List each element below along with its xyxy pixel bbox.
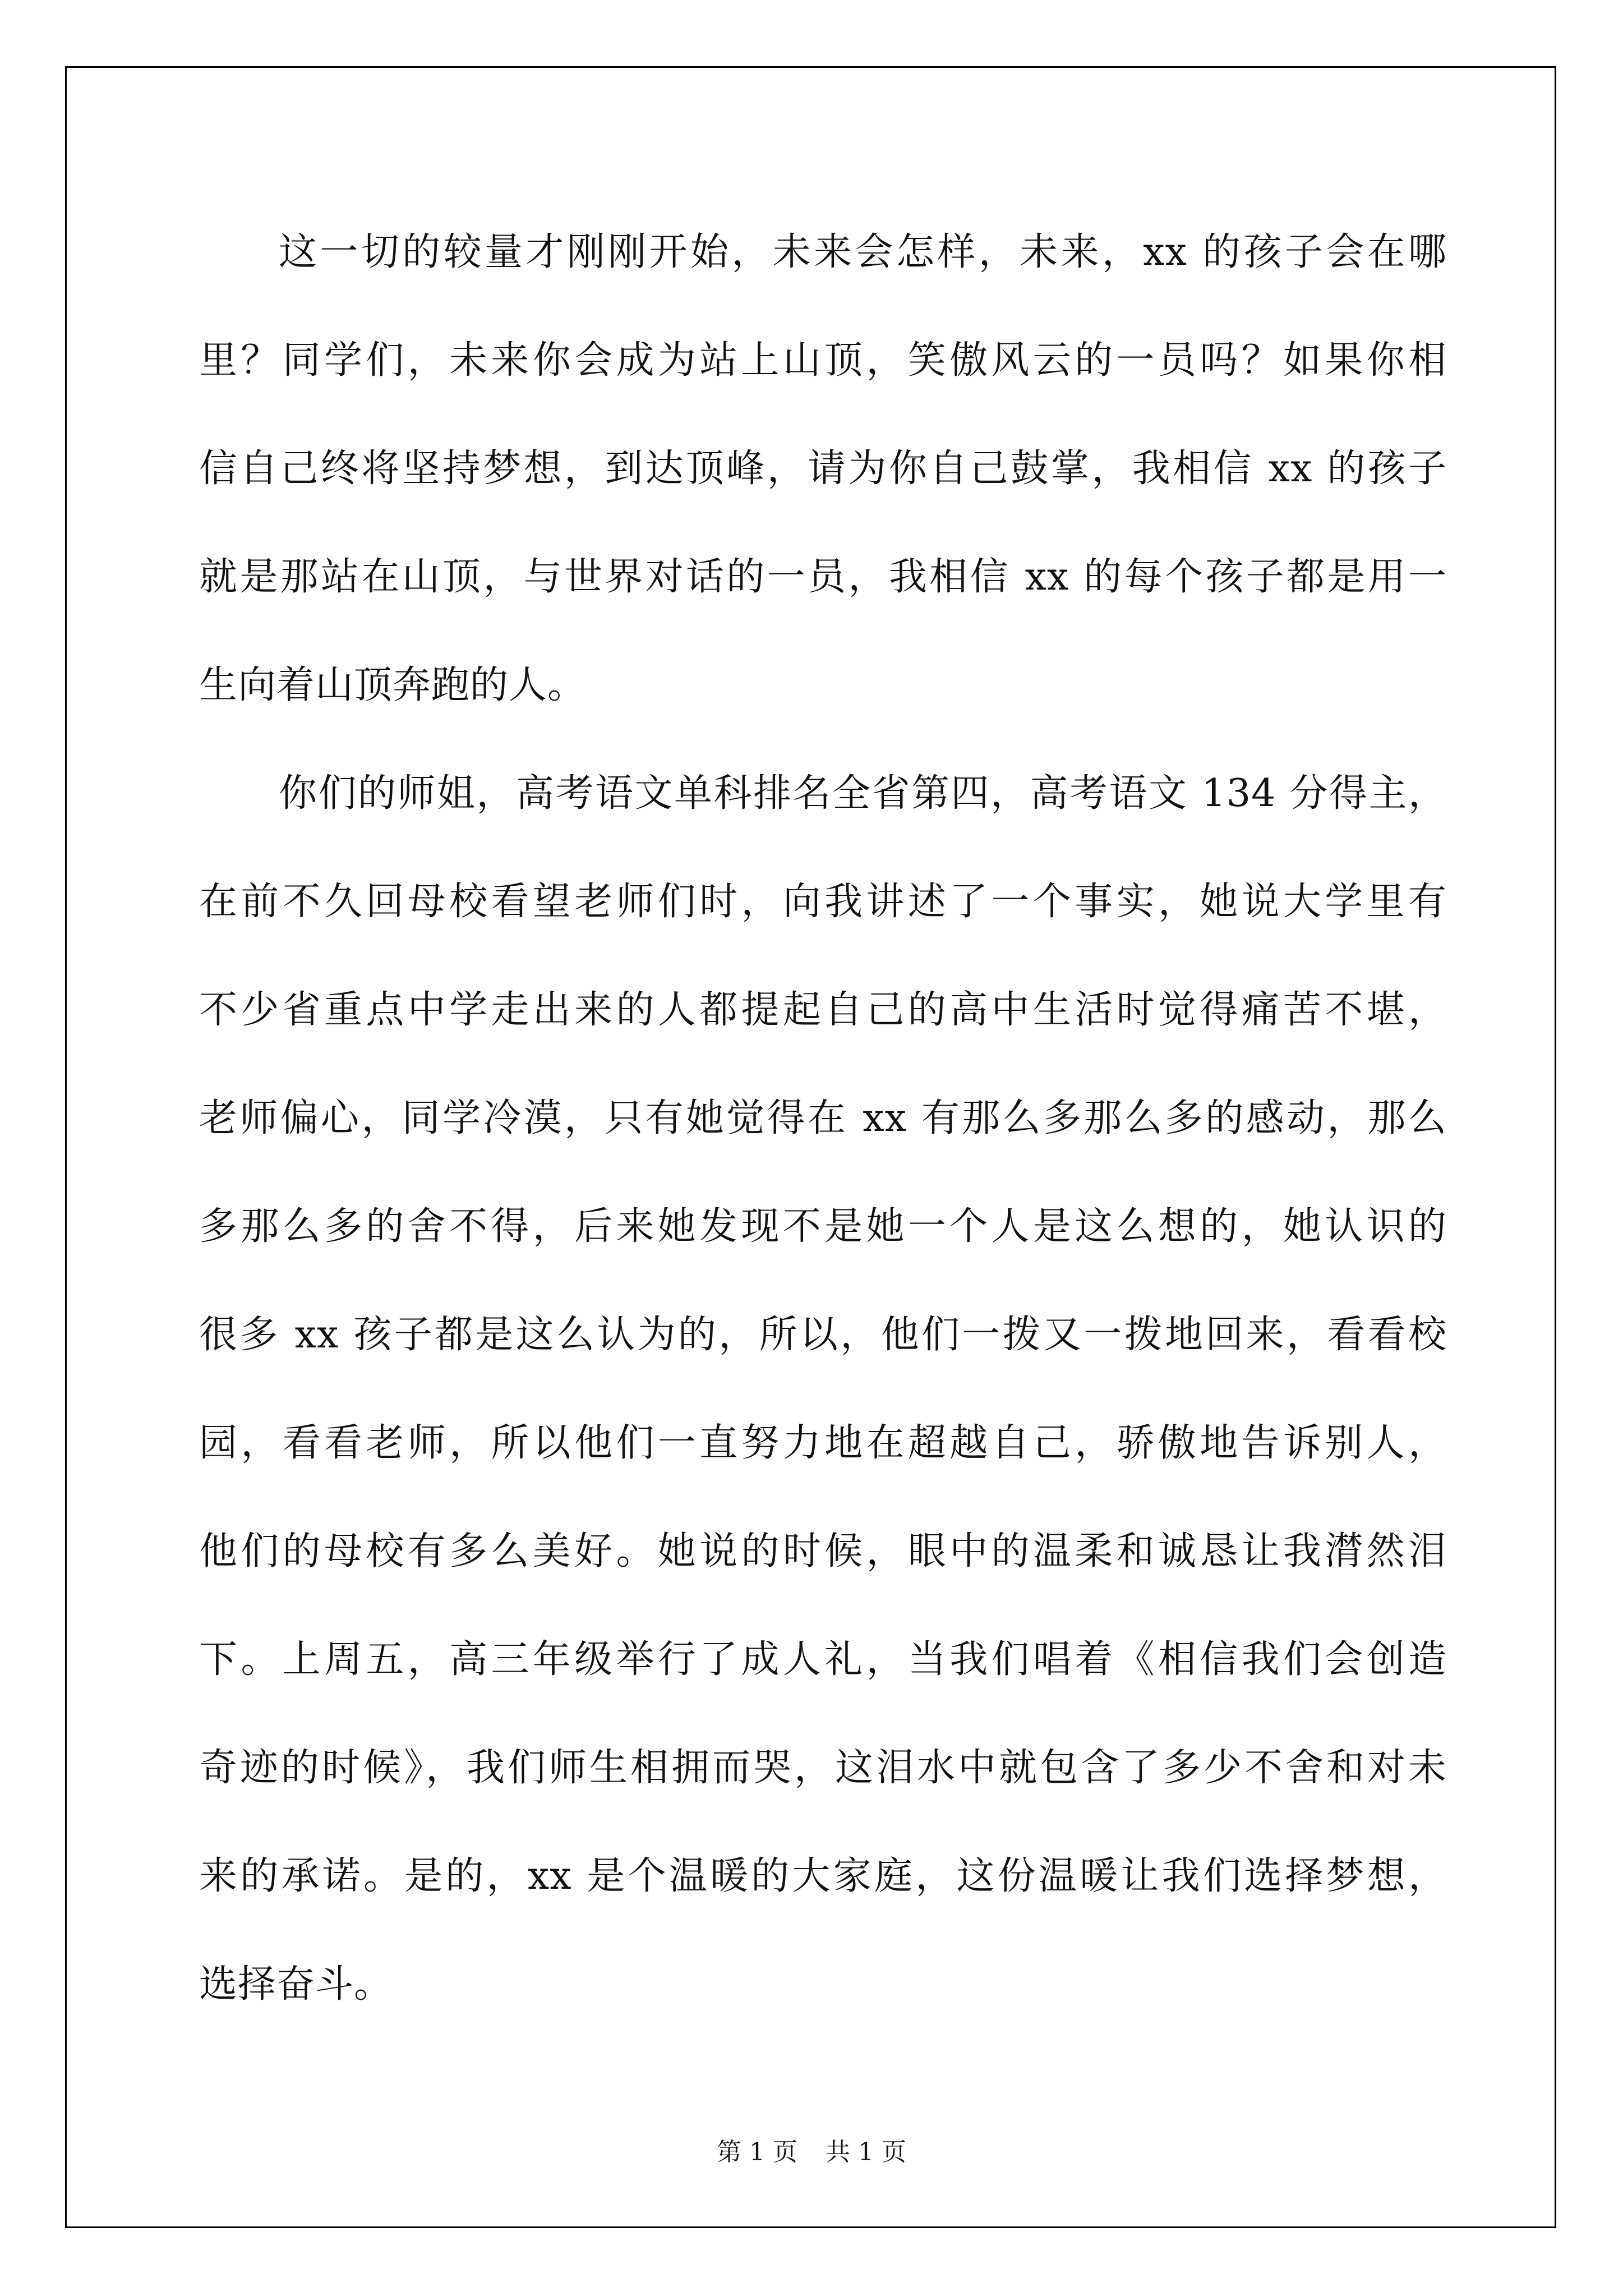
text-line: 在前不久回母校看望老师们时，向我讲述了一个事实，她说大学里有: [199, 880, 1447, 924]
text-line: 生向着山顶奔跑的人。: [199, 663, 587, 707]
text-line: 你们的师姐，高考语文单科排名全省第四，高考语文 134 分得主，: [279, 771, 1447, 816]
text-line: 不少省重点中学走出来的人都提起自己的高中生活时觉得痛苦不堪，: [199, 988, 1447, 1032]
text-line: 园，看看老师，所以他们一直努力地在超越自己，骄傲地告诉别人，: [199, 1421, 1447, 1465]
paragraph-2: [199, 752, 1447, 2051]
page-number: 第 1 页: [717, 2138, 797, 2166]
page-total: 共 1 页: [826, 2138, 906, 2166]
text-line: 很多 xx 孩子都是这么认为的，所以，他们一拨又一拨地回来，看看校: [199, 1313, 1447, 1357]
text-line: 下。上周五，高三年级举行了成人礼，当我们唱着《相信我们会创造: [199, 1637, 1447, 1682]
text-line: 他们的母校有多么美好。她说的时候，眼中的温柔和诚恳让我潸然泪: [199, 1529, 1447, 1573]
document-body: [199, 210, 1447, 2051]
paragraph-1: [199, 210, 1447, 752]
text-line: 多那么多的舍不得，后来她发现不是她一个人是这么想的，她认识的: [199, 1204, 1447, 1249]
text-line: 信自己终将坚持梦想，到达顶峰，请为你自己鼓掌，我相信 xx 的孩子: [199, 447, 1447, 491]
text-line: 奇迹的时候》，我们师生相拥而哭，这泪水中就包含了多少不舍和对未: [199, 1746, 1447, 1790]
text-line: 这一切的较量才刚刚开始，未来会怎样，未来，xx 的孩子会在哪: [279, 230, 1447, 274]
page-footer: [0, 2132, 1623, 2168]
text-line: 选择奋斗。: [199, 1962, 393, 2007]
text-line: 里？同学们，未来你会成为站上山顶，笑傲风云的一员吗？如果你相: [199, 338, 1447, 383]
text-line: 来的承诺。是的，xx 是个温暖的大家庭，这份温暖让我们选择梦想，: [199, 1854, 1447, 1898]
text-line: 就是那站在山顶，与世界对话的一员，我相信 xx 的每个孩子都是用一: [199, 555, 1447, 599]
text-line: 老师偏心，同学冷漠，只有她觉得在 xx 有那么多那么多的感动，那么: [199, 1096, 1447, 1140]
